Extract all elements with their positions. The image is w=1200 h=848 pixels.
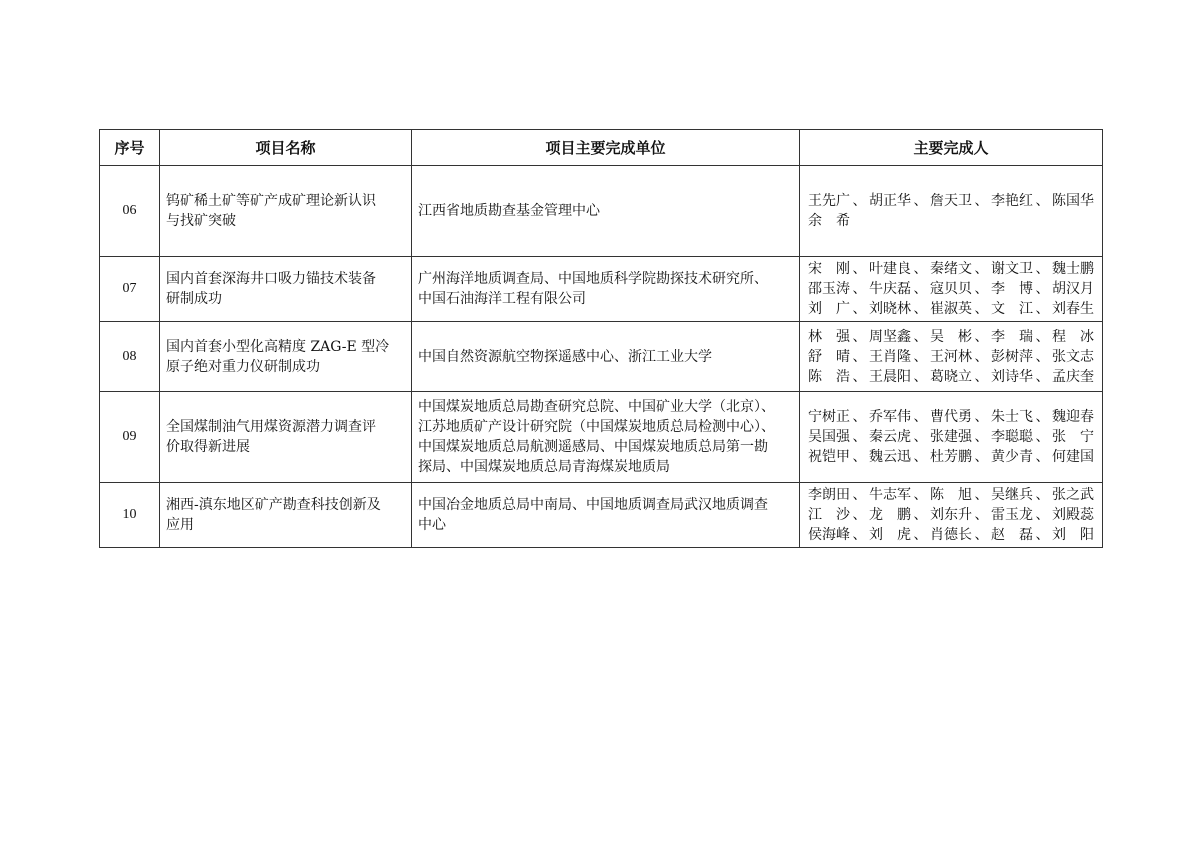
person-name: 朱士飞 <box>991 409 1033 425</box>
project-name-line: 原子绝对重力仪研制成功 <box>166 358 320 375</box>
person-name: 刘 广 <box>808 301 850 317</box>
person-name: 黄少青 <box>991 449 1033 465</box>
person-name: 魏士鹏 <box>1052 261 1094 277</box>
people-separator: 、 <box>913 328 928 345</box>
project-unit <box>412 322 800 392</box>
person-name: 谢文卫 <box>991 261 1033 277</box>
project-name <box>160 166 412 257</box>
people-separator: 、 <box>974 409 989 425</box>
person-name: 王河林 <box>930 348 972 365</box>
person-name: 宋 刚 <box>808 261 850 277</box>
person-name: 秦绪文 <box>930 261 972 277</box>
person-name: 赵 磊 <box>991 527 1033 543</box>
header-unit: 项目主要完成单位 <box>412 130 800 166</box>
person-name: 李 瑞 <box>991 328 1033 345</box>
people-separator: 、 <box>852 281 867 297</box>
person-name: 牛庆磊 <box>869 281 911 297</box>
table-row <box>100 166 1103 257</box>
project-people <box>800 483 1103 548</box>
people-separator: 、 <box>852 301 867 317</box>
person-name: 叶建良 <box>869 261 911 277</box>
table-row <box>100 257 1103 322</box>
people-separator: 、 <box>913 281 928 297</box>
person-name: 张 宁 <box>1052 429 1094 445</box>
people-separator: 、 <box>1035 507 1050 523</box>
person-name: 陈国华 <box>1052 193 1094 209</box>
person-name: 魏云迅 <box>869 449 911 465</box>
project-unit <box>412 257 800 322</box>
people-separator: 、 <box>913 193 928 209</box>
people-separator: 、 <box>913 527 928 543</box>
people-line <box>808 327 1094 347</box>
person-name: 陈 旭 <box>930 487 972 503</box>
people-separator: 、 <box>913 429 928 445</box>
row-index: 09 <box>100 392 160 483</box>
person-name: 李聪聪 <box>991 429 1033 445</box>
award-table <box>99 129 1103 548</box>
person-name: 肖德长 <box>930 527 972 543</box>
people-separator: 、 <box>974 328 989 345</box>
people-separator: 、 <box>913 301 928 317</box>
person-name: 李艳红 <box>991 193 1033 209</box>
person-name: 邵玉涛 <box>808 281 850 297</box>
person-name: 江 沙 <box>808 507 850 523</box>
person-name: 何建国 <box>1052 449 1094 465</box>
person-name: 刘诗华 <box>991 368 1033 385</box>
people-separator: 、 <box>974 261 989 277</box>
people-separator: 、 <box>913 348 928 365</box>
people-separator: 、 <box>1035 328 1050 345</box>
project-name-line: 湘西-滇东地区矿产勘查科技创新及 <box>166 497 381 513</box>
people-separator: 、 <box>852 328 867 345</box>
person-name: 刘东升 <box>930 507 972 523</box>
project-name-line: 研制成功 <box>166 291 222 307</box>
row-index: 10 <box>100 483 160 548</box>
people-separator: 、 <box>1035 301 1050 317</box>
people-separator: 、 <box>913 409 928 425</box>
project-people <box>800 257 1103 322</box>
project-unit <box>412 166 800 257</box>
people-separator: 、 <box>852 429 867 445</box>
people-separator: 、 <box>1035 281 1050 297</box>
person-name: 龙 鹏 <box>869 507 911 523</box>
people-line <box>808 525 1094 545</box>
people-separator: 、 <box>852 487 867 503</box>
table-row <box>100 392 1103 483</box>
people-separator: 、 <box>974 487 989 503</box>
person-name: 王肖隆 <box>869 348 911 365</box>
people-separator: 、 <box>913 487 928 503</box>
project-unit-line: 中国煤炭地质总局航测遥感局、中国煤炭地质总局第一勘 <box>418 439 768 455</box>
people-line <box>808 367 1094 387</box>
table-row <box>100 483 1103 548</box>
project-name <box>160 392 412 483</box>
people-separator: 、 <box>852 409 867 425</box>
people-separator: 、 <box>852 527 867 543</box>
people-separator: 、 <box>974 507 989 523</box>
people-separator: 、 <box>974 527 989 543</box>
table-header-row <box>100 130 1103 166</box>
people-separator: 、 <box>852 261 867 277</box>
people-line <box>808 191 1094 211</box>
person-name: 张建强 <box>930 429 972 445</box>
header-name: 项目名称 <box>160 130 412 166</box>
people-separator: 、 <box>913 449 928 465</box>
person-name: 祝铠甲 <box>808 449 850 465</box>
people-separator: 、 <box>1035 429 1050 445</box>
person-name: 李 博 <box>991 281 1033 297</box>
people-line <box>808 299 1094 319</box>
person-name: 葛晓立 <box>930 368 972 385</box>
people-line <box>808 347 1094 367</box>
person-name: 魏迎春 <box>1052 409 1094 425</box>
project-unit-line: 中心 <box>418 517 446 533</box>
person-name: 周坚鑫 <box>869 328 911 345</box>
people-separator: 、 <box>974 193 989 209</box>
person-name: 张文志 <box>1052 348 1094 365</box>
project-name-line: 价取得新进展 <box>166 439 250 455</box>
person-name: 吴 彬 <box>930 328 972 345</box>
people-line <box>808 427 1094 447</box>
people-separator: 、 <box>1035 527 1050 543</box>
project-unit-line: 中国自然资源航空物探遥感中心、浙江工业大学 <box>418 348 712 365</box>
person-name: 张之武 <box>1052 487 1094 503</box>
people-separator: 、 <box>1035 193 1050 209</box>
people-line <box>808 211 1094 231</box>
person-name: 詹天卫 <box>930 193 972 209</box>
row-index: 08 <box>100 322 160 392</box>
people-separator: 、 <box>852 348 867 365</box>
person-name: 舒 晴 <box>808 348 850 365</box>
people-separator: 、 <box>1035 261 1050 277</box>
person-name: 吴继兵 <box>991 487 1033 503</box>
people-line <box>808 485 1094 505</box>
project-name-line: 应用 <box>166 517 194 533</box>
person-name: 文 江 <box>991 301 1033 317</box>
people-separator: 、 <box>913 368 928 385</box>
header-idx: 序号 <box>100 130 160 166</box>
people-separator: 、 <box>852 193 867 209</box>
people-separator: 、 <box>974 281 989 297</box>
person-name: 吴国强 <box>808 429 850 445</box>
project-unit-line: 江苏地质矿产设计研究院（中国煤炭地质总局检测中心）、 <box>418 419 775 435</box>
person-name: 王晨阳 <box>869 368 911 385</box>
people-separator: 、 <box>1035 487 1050 503</box>
project-name-line: 国内首套深海井口吸力锚技术装备 <box>166 271 376 287</box>
person-name: 刘春生 <box>1052 301 1094 317</box>
project-name <box>160 483 412 548</box>
people-line <box>808 407 1094 427</box>
project-unit-line: 中国石油海洋工程有限公司 <box>418 291 586 307</box>
person-name: 乔军伟 <box>869 409 911 425</box>
table-row <box>100 322 1103 392</box>
project-name-line: 全国煤制油气用煤资源潜力调查评 <box>166 419 376 435</box>
people-line <box>808 505 1094 525</box>
project-unit <box>412 483 800 548</box>
row-index: 06 <box>100 166 160 257</box>
row-index: 07 <box>100 257 160 322</box>
header-people: 主要完成人 <box>800 130 1103 166</box>
person-name: 陈 浩 <box>808 368 850 385</box>
project-unit-line: 江西省地质勘查基金管理中心 <box>418 203 600 219</box>
project-unit-line: 中国冶金地质总局中南局、中国地质调查局武汉地质调查 <box>418 497 768 513</box>
people-separator: 、 <box>852 368 867 385</box>
person-name: 刘殿蕊 <box>1052 507 1094 523</box>
project-name-line: 国内首套小型化高精度 ZAG-E 型冷 <box>166 338 390 355</box>
people-separator: 、 <box>852 449 867 465</box>
people-line <box>808 259 1094 279</box>
person-name: 程 冰 <box>1052 328 1094 345</box>
project-people <box>800 166 1103 257</box>
project-unit-line: 中国煤炭地质总局勘查研究总院、中国矿业大学（北京）、 <box>418 399 775 415</box>
project-unit <box>412 392 800 483</box>
person-name: 刘晓林 <box>869 301 911 317</box>
people-separator: 、 <box>913 507 928 523</box>
person-name: 侯海峰 <box>808 527 850 543</box>
person-name: 刘 阳 <box>1052 527 1094 543</box>
people-separator: 、 <box>1035 348 1050 365</box>
person-name: 宁树正 <box>808 409 850 425</box>
people-line <box>808 279 1094 299</box>
project-people <box>800 322 1103 392</box>
person-name: 牛志军 <box>869 487 911 503</box>
people-separator: 、 <box>974 301 989 317</box>
person-name: 余 希 <box>808 213 850 229</box>
people-separator: 、 <box>974 429 989 445</box>
project-unit-line: 广州海洋地质调查局、中国地质科学院勘探技术研究所、 <box>418 271 768 287</box>
person-name: 林 强 <box>808 328 850 345</box>
people-separator: 、 <box>974 449 989 465</box>
project-name <box>160 322 412 392</box>
person-name: 彭树萍 <box>991 348 1033 365</box>
project-people <box>800 392 1103 483</box>
person-name: 孟庆奎 <box>1052 368 1094 385</box>
project-unit-line: 探局、中国煤炭地质总局青海煤炭地质局 <box>418 459 670 475</box>
people-separator: 、 <box>974 368 989 385</box>
person-name: 曹代勇 <box>930 409 972 425</box>
people-separator: 、 <box>913 261 928 277</box>
people-separator: 、 <box>1035 449 1050 465</box>
people-separator: 、 <box>1035 368 1050 385</box>
project-name <box>160 257 412 322</box>
people-separator: 、 <box>1035 409 1050 425</box>
person-name: 李朗田 <box>808 487 850 503</box>
person-name: 刘 虎 <box>869 527 911 543</box>
person-name: 王先广 <box>808 193 850 209</box>
project-name-line: 钨矿稀土矿等矿产成矿理论新认识 <box>166 193 376 209</box>
people-separator: 、 <box>852 507 867 523</box>
person-name: 杜芳鹏 <box>930 449 972 465</box>
person-name: 胡正华 <box>869 193 911 209</box>
project-name-line: 与找矿突破 <box>166 213 236 229</box>
person-name: 秦云虎 <box>869 429 911 445</box>
person-name: 崔淑英 <box>930 301 972 317</box>
person-name: 寇贝贝 <box>930 281 972 297</box>
person-name: 雷玉龙 <box>991 507 1033 523</box>
people-separator: 、 <box>974 348 989 365</box>
person-name: 胡汉月 <box>1052 281 1094 297</box>
people-line <box>808 447 1094 467</box>
